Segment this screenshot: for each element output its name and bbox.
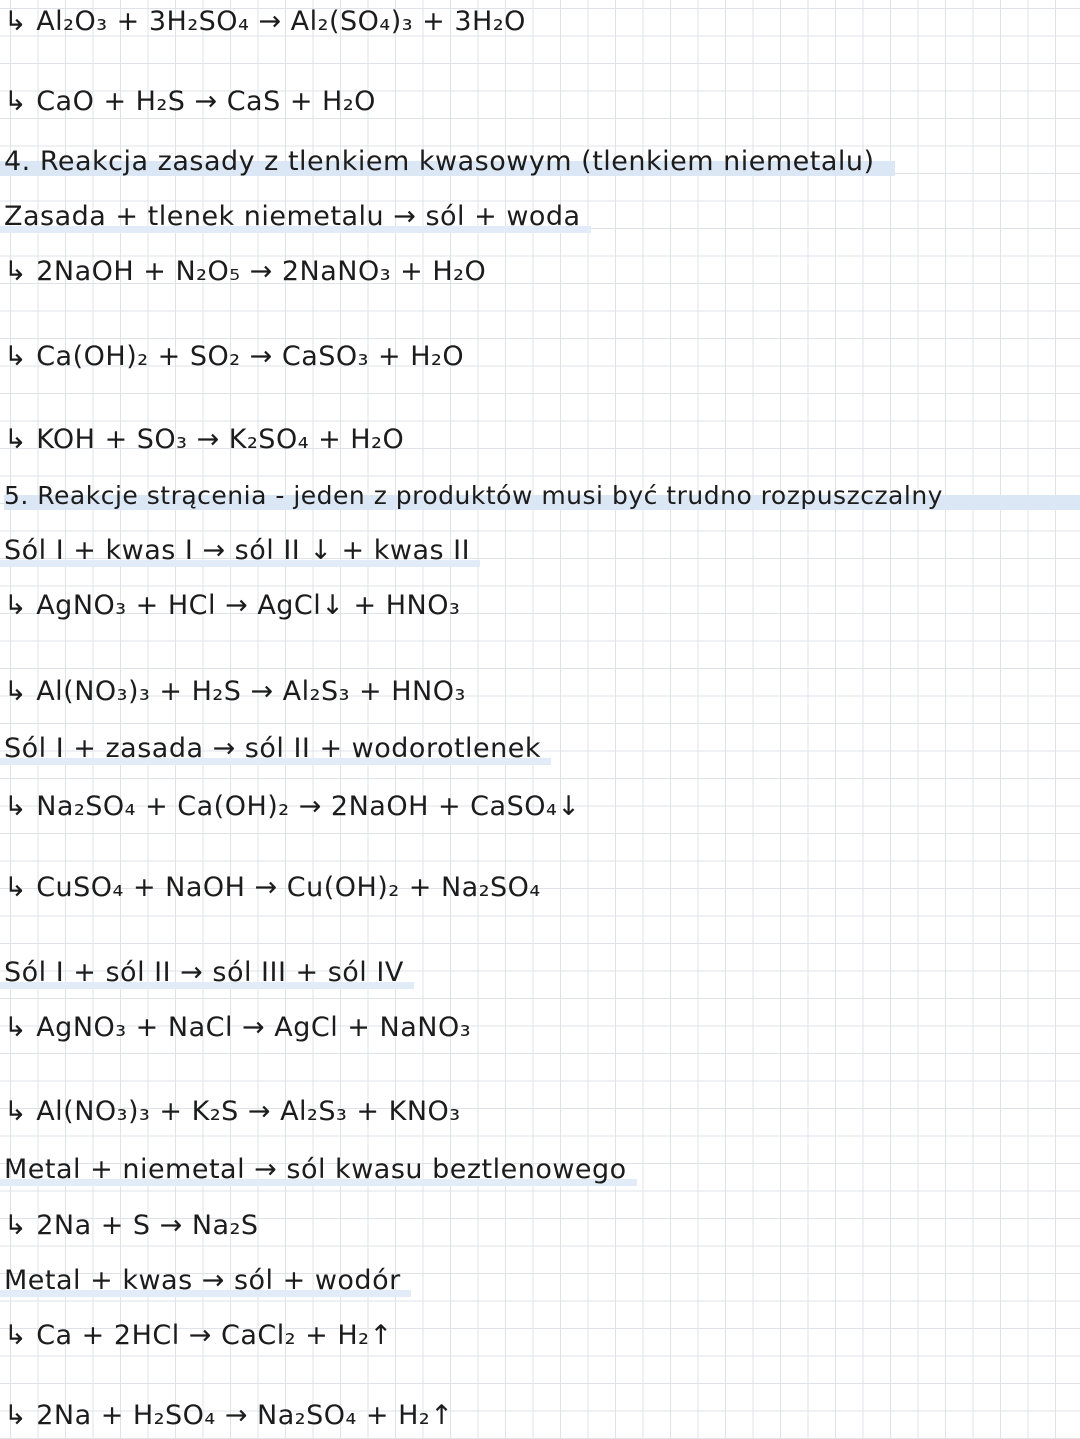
- section-heading: 4. Reakcja zasady z tlenkiem kwasowym (tlenkiem niemetalu): [4, 142, 875, 182]
- equation-line: ↳ 2NaOH + N₂O₅ → 2NaNO₃ + H₂O: [4, 256, 487, 287]
- general-rule: Sól I + kwas I → sól II ↓ + kwas II: [4, 531, 470, 571]
- equation-line: ↳ KOH + SO₃ → K₂SO₄ + H₂O: [4, 424, 405, 455]
- equation-line: ↳ Ca + 2HCl → CaCl₂ + H₂↑: [4, 1320, 393, 1351]
- equation-line: ↳ CuSO₄ + NaOH → Cu(OH)₂ + Na₂SO₄: [4, 872, 541, 903]
- general-rule: Sól I + zasada → sól II + wodorotlenek: [4, 729, 541, 769]
- equation-line: ↳ 2Na + H₂SO₄ → Na₂SO₄ + H₂↑: [4, 1400, 454, 1431]
- equation-line: ↳ AgNO₃ + NaCl → AgCl + NaNO₃: [4, 1012, 472, 1043]
- equation-line: ↳ 2Na + S → Na₂S: [4, 1210, 259, 1241]
- equation-line: ↳ Ca(OH)₂ + SO₂ → CaSO₃ + H₂O: [4, 341, 465, 372]
- equation-line: ↳ Al(NO₃)₃ + H₂S → Al₂S₃ + HNO₃: [4, 676, 466, 707]
- equation-line: ↳ Na₂SO₄ + Ca(OH)₂ → 2NaOH + CaSO₄↓: [4, 791, 581, 822]
- general-rule: Zasada + tlenek niemetalu → sól + woda: [4, 197, 581, 237]
- equation-line: ↳ Al₂O₃ + 3H₂SO₄ → Al₂(SO₄)₃ + 3H₂O: [4, 6, 526, 37]
- equation-line: ↳ Al(NO₃)₃ + K₂S → Al₂S₃ + KNO₃: [4, 1096, 461, 1127]
- section-heading: 5. Reakcje strącenia - jeden z produktów musi być trudno rozpuszczalny: [4, 476, 1080, 516]
- equation-line: ↳ CaO + H₂S → CaS + H₂O: [4, 86, 376, 117]
- general-rule: Metal + kwas → sól + wodór: [4, 1261, 401, 1301]
- general-rule: Sól I + sól II → sól III + sól IV: [4, 953, 404, 993]
- equation-line: ↳ AgNO₃ + HCl → AgCl↓ + HNO₃: [4, 590, 461, 621]
- general-rule: Metal + niemetal → sól kwasu beztlenowego: [4, 1150, 627, 1190]
